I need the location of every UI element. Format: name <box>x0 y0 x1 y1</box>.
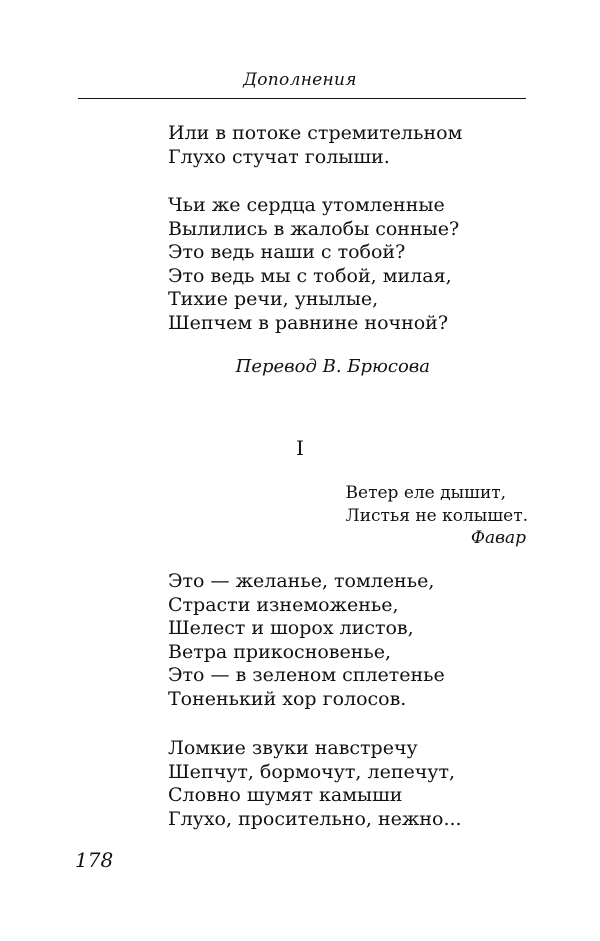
poem-line: Страсти изнеможенье, <box>168 593 399 616</box>
poem-line: Шепчем в равнине ночной? <box>168 311 449 334</box>
epigraph-line: Ветер еле дышит, <box>345 483 507 503</box>
poem-line: Тоненький хор голосов. <box>168 687 407 710</box>
poem-line: Это — желанье, томленье, <box>168 570 435 592</box>
poem-line: Вылились в жалобы сонные? <box>168 217 460 240</box>
section-numeral: I <box>296 436 304 460</box>
epigraph-line: Листья не колышет. <box>345 506 528 526</box>
stanza-3 <box>168 570 445 711</box>
poem-line: Словно шумят камыши <box>168 784 403 806</box>
poem-line: Шелест и шорох листов, <box>168 617 414 639</box>
epigraph <box>346 482 528 528</box>
poem-line: Ветра прикосновенье, <box>168 640 392 663</box>
poem-line: Шепчут, бормочут, лепечут, <box>168 760 456 783</box>
poem-line: Это — в зеленом сплетенье <box>168 664 445 686</box>
stanza-4 <box>168 737 462 831</box>
poem-line: Чьи же сердца утомленные <box>168 194 445 216</box>
poem-line: Ломкие звуки навстречу <box>168 737 418 759</box>
poem-line: Глухо, просительно, нежно... <box>168 807 462 830</box>
poem-line: Тихие речи, унылые, <box>168 288 379 310</box>
header-rule <box>78 98 526 99</box>
poem-line: Глухо стучат голыши. <box>168 145 390 168</box>
translation-attribution: Перевод В. Брюсова <box>235 356 430 377</box>
stanza-2 <box>168 194 459 335</box>
epigraph-author: Фавар <box>470 528 526 548</box>
page-number: 178 <box>75 848 114 872</box>
poem-line: Или в потоке стремительном <box>168 122 463 144</box>
stanza-1 <box>168 122 462 169</box>
poem-line: Это ведь наши с тобой? <box>168 241 406 263</box>
poem-line: Это ведь мы с тобой, милая, <box>168 264 452 287</box>
running-head: Дополнения <box>243 70 357 90</box>
